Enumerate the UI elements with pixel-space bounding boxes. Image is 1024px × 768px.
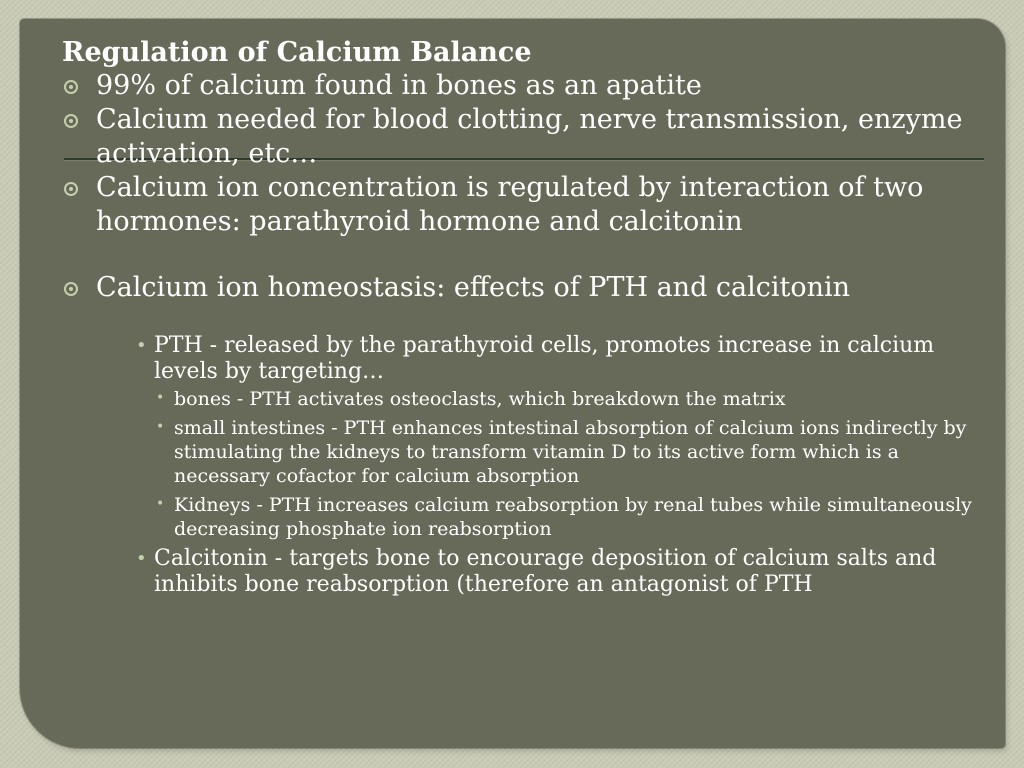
sub-bullet-text: Calcitonin - targets bone to encourage deposition of calcium salts and inhibits bone reabsorption (therefore an antagonist of PTH xyxy=(154,546,937,597)
sub-bullet-pth xyxy=(134,333,992,385)
dot-bullet-icon: • xyxy=(136,335,147,356)
bullet-point xyxy=(62,69,992,103)
dot-bullet-icon: • xyxy=(156,496,165,512)
bullet-point xyxy=(62,171,992,239)
spacer xyxy=(62,239,992,271)
bullet-text: Calcium needed for blood clotting, nerve transmission, enzyme activation, etc… xyxy=(96,104,963,169)
target-item-intestines xyxy=(154,416,992,488)
target-text: Kidneys - PTH increases calcium reabsorption by renal tubes while simultaneously decreasing phosphate ion reabsorption xyxy=(174,494,972,540)
sub-bullet-text: PTH - released by the parathyroid cells, promotes increase in calcium levels by targeting… xyxy=(154,333,935,384)
bullet-text: 99% of calcium found in bones as an apatite xyxy=(96,70,702,101)
target-text: bones - PTH activates osteoclasts, which breakdown the matrix xyxy=(174,388,786,410)
bullet-text: Calcium ion concentration is regulated by interaction of two hormones: parathyroid hormone and calcitonin xyxy=(96,172,924,237)
sub-bullet-calcitonin xyxy=(134,546,992,598)
bullet-point xyxy=(62,271,992,305)
slide-content xyxy=(62,37,992,598)
dot-bullet-icon: • xyxy=(156,419,165,435)
circle-bullet-icon xyxy=(64,182,78,196)
slide-panel xyxy=(20,19,1005,748)
target-item-kidneys xyxy=(154,493,992,541)
dot-bullet-icon: • xyxy=(156,390,165,406)
slide-title: Regulation of Calcium Balance xyxy=(62,37,532,68)
circle-bullet-icon xyxy=(64,80,78,94)
spacer xyxy=(62,305,992,333)
target-text: small intestines - PTH enhances intestinal absorption of calcium ions indirectly by stimulating the kidneys to transform vitamin D to its active form which is a necessary cofactor for calcium absorption xyxy=(174,417,967,487)
circle-bullet-icon xyxy=(64,114,78,128)
circle-bullet-icon xyxy=(64,282,78,296)
dot-bullet-icon: • xyxy=(136,548,147,569)
target-item-bones xyxy=(154,387,992,411)
bullet-point xyxy=(62,103,992,171)
bullet-text: Calcium ion homeostasis: effects of PTH and calcitonin xyxy=(96,272,851,303)
